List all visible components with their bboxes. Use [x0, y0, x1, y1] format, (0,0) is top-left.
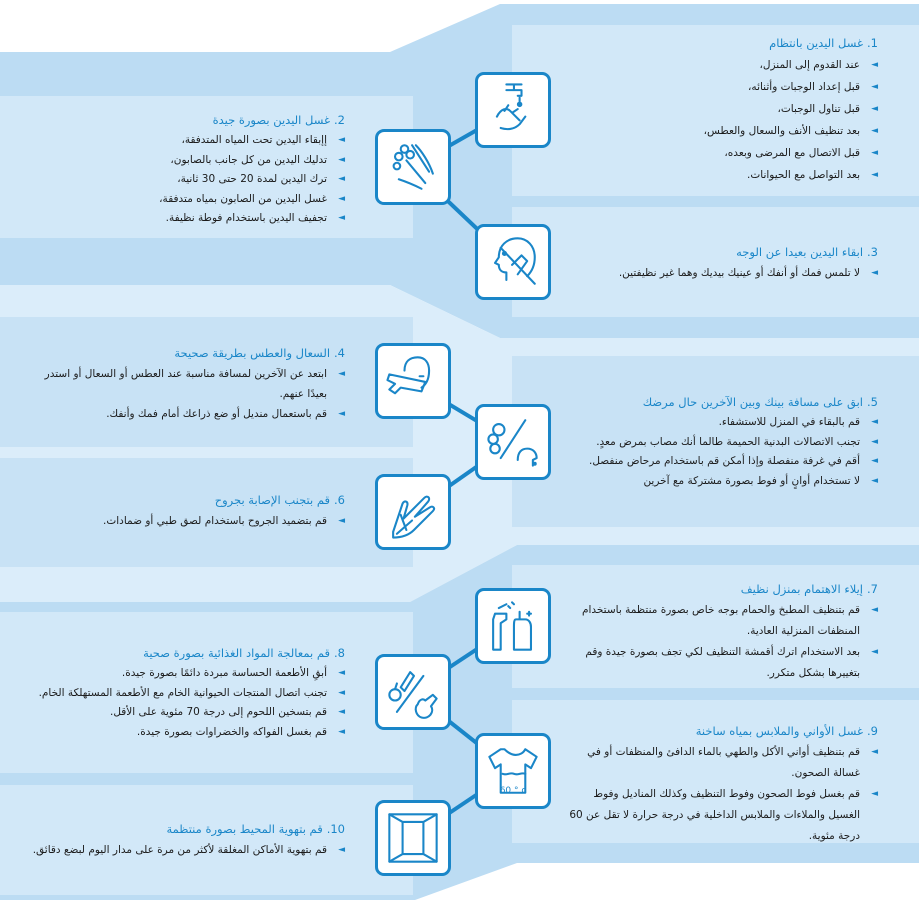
section-title-text: قم بمعالجة المواد الغذائية بصورة صحية [143, 646, 331, 660]
list-item [30, 151, 345, 171]
list-item-text: قم بتضميد الجروح باستخدام لصق طبي أو ضمادات. [103, 515, 327, 527]
list-item [30, 209, 345, 229]
bullet-arrow-icon: ◄ [871, 436, 878, 447]
list-item [563, 413, 878, 433]
section-number: 9. [867, 724, 878, 738]
list-item-text: قم بتنظيف أواني الأكل والطهي بالماء الدافئ والمنظفات أو في غسالة الصحون. [587, 746, 860, 779]
list-item-text: إإبقاء اليدين تحت المياه المتدفقة، [181, 134, 327, 146]
section-title-text: غسل الأواني والملابس بمياه ساخنة [695, 724, 864, 738]
section-title-text: ابق على مسافة بينك وبين الآخرين حال مرضك [642, 395, 864, 409]
section-number: 8. [334, 646, 345, 660]
food-separation-icon [375, 654, 451, 730]
list-item-text: لا تستخدام أوانٍ أو فوط بصورة مشتركة مع آخرين [643, 474, 860, 487]
list-item [563, 164, 878, 186]
bullet-arrow-icon: ◄ [338, 707, 345, 717]
list-item [563, 433, 878, 453]
list-item-text: لا تلمس فمك أو أنفك أو عينيك بيديك وهما غير نظيفتين. [618, 267, 860, 279]
section-title-text: قم بتهوية المحيط بصورة منتظمة [166, 822, 323, 836]
section-2 [30, 113, 345, 229]
tshirt-60-degrees-icon [475, 733, 551, 809]
list-item-text: ترك اليدين لمدة 20 حتى 30 ثانية، [177, 173, 327, 185]
bullet-arrow-icon: ◄ [871, 475, 878, 486]
social-distance-icon [475, 404, 551, 480]
section-3 [563, 245, 878, 283]
list-item-text: قم بتسخين اللحوم إلى درجة 70 مئوية على الأقل. [110, 706, 327, 718]
list-item [563, 98, 878, 120]
bullet-arrow-icon: ◄ [871, 747, 878, 757]
section-5 [563, 395, 878, 491]
section-title [30, 346, 345, 360]
section-10 [30, 822, 345, 860]
list-item [563, 452, 878, 472]
bullet-arrow-icon: ◄ [338, 687, 345, 698]
bullet-arrow-icon: ◄ [871, 789, 878, 799]
list-item-text: تجنب اتصال المنتجات الحيوانية الخام مع الأطعمة المستهلكة الخام. [38, 686, 327, 699]
list-item [30, 664, 345, 684]
list-item [563, 54, 878, 76]
bullet-arrow-icon: ◄ [338, 174, 345, 184]
list-item [30, 684, 345, 704]
section-title [563, 582, 878, 596]
section-4 [30, 346, 345, 424]
no-face-touching-icon [475, 224, 551, 300]
bullet-arrow-icon: ◄ [871, 417, 878, 427]
section-title [30, 646, 345, 660]
section-number: 2. [334, 113, 345, 127]
list-item-text: قم بتهوية الأماكن المغلقة لأكثر من مرة على مدار اليوم لبضع دقائق. [32, 844, 327, 856]
bullet-arrow-icon: ◄ [338, 135, 345, 145]
sneeze-into-elbow-icon [375, 343, 451, 419]
section-title-text: السعال والعطس بطريقة صحيحة [174, 346, 331, 360]
bullet-arrow-icon: ◄ [871, 170, 878, 180]
section-title-text: ابقاء اليدين بعيدا عن الوجه [736, 245, 864, 259]
list-item-text: عند القدوم إلى المنزل، [759, 59, 860, 71]
bullet-arrow-icon: ◄ [871, 456, 878, 466]
list-item-text: أبقِ الأطعمة الحساسة مبردة دائمًا بصورة جيدة. [121, 667, 327, 679]
list-item [30, 703, 345, 723]
list-item [30, 511, 345, 531]
bullet-arrow-icon: ◄ [338, 668, 345, 678]
list-item [563, 142, 878, 164]
bullet-arrow-icon: ◄ [871, 82, 878, 92]
section-title [30, 113, 345, 127]
section-title-text: غسل اليدين بصورة جيدة [212, 113, 331, 127]
bullet-arrow-icon: ◄ [871, 60, 878, 70]
section-8 [30, 646, 345, 742]
section-9 [563, 724, 878, 847]
bullet-arrow-icon: ◄ [338, 516, 345, 526]
bullet-arrow-icon: ◄ [871, 268, 878, 278]
section-1 [563, 36, 878, 186]
list-item [30, 840, 345, 860]
list-item [563, 600, 878, 642]
section-number: 4. [334, 346, 345, 360]
list-item-text: تجفيف اليدين باستخدام فوطة نظيفة. [165, 212, 327, 224]
section-number: 1. [867, 36, 878, 50]
bullet-arrow-icon: ◄ [871, 104, 878, 114]
bandaged-hand-icon [375, 474, 451, 550]
section-7 [563, 582, 878, 684]
list-item [563, 742, 878, 784]
hand-washing-faucet-icon [475, 72, 551, 148]
list-item-text: ابتعد عن الآخرين لمسافة مناسبة عند العطس أو السعال أو استدر بعيدًا عنهم. [44, 368, 327, 400]
list-item [30, 170, 345, 190]
list-item-text: أقم في غرفة منفصلة وإذا أمكن قم باستخدام مرحاض منفصل. [588, 455, 860, 467]
list-item-text: قبل الاتصال مع المرضى وبعده، [724, 147, 860, 159]
section-number: 10. [326, 822, 345, 836]
section-title [563, 245, 878, 259]
list-item [30, 190, 345, 210]
list-item-text: قم بغسل الفواكه والخضراوات بصورة جيدة. [136, 725, 327, 738]
temperature-label: 60 ° c [499, 786, 527, 796]
section-title-text: قم بتجنب الإصابة بجروح [214, 493, 331, 507]
section-number: 6. [334, 493, 345, 507]
bullet-arrow-icon: ◄ [338, 845, 345, 855]
section-title [563, 395, 878, 409]
section-title [30, 493, 345, 507]
bullet-arrow-icon: ◄ [871, 126, 878, 136]
list-item [30, 404, 345, 424]
bullet-arrow-icon: ◄ [338, 726, 345, 737]
list-item-text: قم باستعمال منديل أو ضع ذراعك أمام فمك وأنفك. [106, 408, 327, 420]
section-title-text: غسل اليدين بانتظام [769, 36, 864, 50]
bullet-arrow-icon: ◄ [338, 213, 345, 223]
bullet-arrow-icon: ◄ [871, 605, 878, 615]
list-item-text: قبل إعداد الوجبات وأثنائه، [748, 81, 860, 93]
section-title [563, 36, 878, 50]
section-number: 7. [867, 582, 878, 596]
section-title-text: إيلاء الاهتمام بمنزل نظيف [740, 582, 864, 596]
bullet-arrow-icon: ◄ [871, 148, 878, 158]
section-title [563, 724, 878, 738]
list-item-text: قم بغسل فوط الصحون وفوط التنظيف وكذلك المناديل وفوط الغسيل والملاءات والملابس الداخلية في درجة حرارة لا تقل عن 60 درجة مئوية. [569, 788, 860, 842]
cleaning-bottles-icon [475, 588, 551, 664]
section-number: 3. [867, 245, 878, 259]
bullet-arrow-icon: ◄ [338, 154, 345, 165]
list-item-text: بعد التواصل مع الحيوانات. [747, 169, 860, 181]
bullet-arrow-icon: ◄ [338, 369, 345, 379]
soapy-hands-icon [375, 129, 451, 205]
list-item [30, 364, 345, 404]
section-title [30, 822, 345, 836]
list-item-text: بعد الاستخدام اترك أقمشة التنظيف لكي تجف بصورة جيدة وقم بتغييرها بشكل متكرر. [585, 646, 860, 679]
list-item-text: بعد تنظيف الأنف والسعال والعطس، [703, 125, 860, 137]
list-item-text: تجنب الاتصالات البدنية الحميمة طالما أنك مصاب بمرض معدٍ. [596, 435, 860, 448]
list-item-text: قبل تناول الوجبات، [777, 103, 860, 115]
list-item-text: قم بالبقاء في المنزل للاستشفاء. [718, 416, 860, 428]
list-item [30, 131, 345, 151]
bullet-arrow-icon: ◄ [338, 409, 345, 419]
list-item [563, 642, 878, 684]
open-window-icon [375, 800, 451, 876]
list-item-text: قم بتنظيف المطبخ والحمام بوجه خاص بصورة منتظمة باستخدام المنظفات المنزلية العادية. [581, 604, 860, 637]
list-item [563, 263, 878, 283]
bullet-arrow-icon: ◄ [338, 193, 345, 204]
section-number: 5. [867, 395, 878, 409]
list-item [563, 76, 878, 98]
section-6 [30, 493, 345, 531]
list-item [563, 472, 878, 492]
list-item [563, 120, 878, 142]
list-item-text: غسل اليدين من الصابون بمياه متدفقة، [159, 192, 327, 205]
list-item [563, 784, 878, 847]
list-item [30, 723, 345, 743]
bullet-arrow-icon: ◄ [871, 647, 878, 657]
list-item-text: تدليك اليدين من كل جانب بالصابون، [170, 153, 327, 166]
